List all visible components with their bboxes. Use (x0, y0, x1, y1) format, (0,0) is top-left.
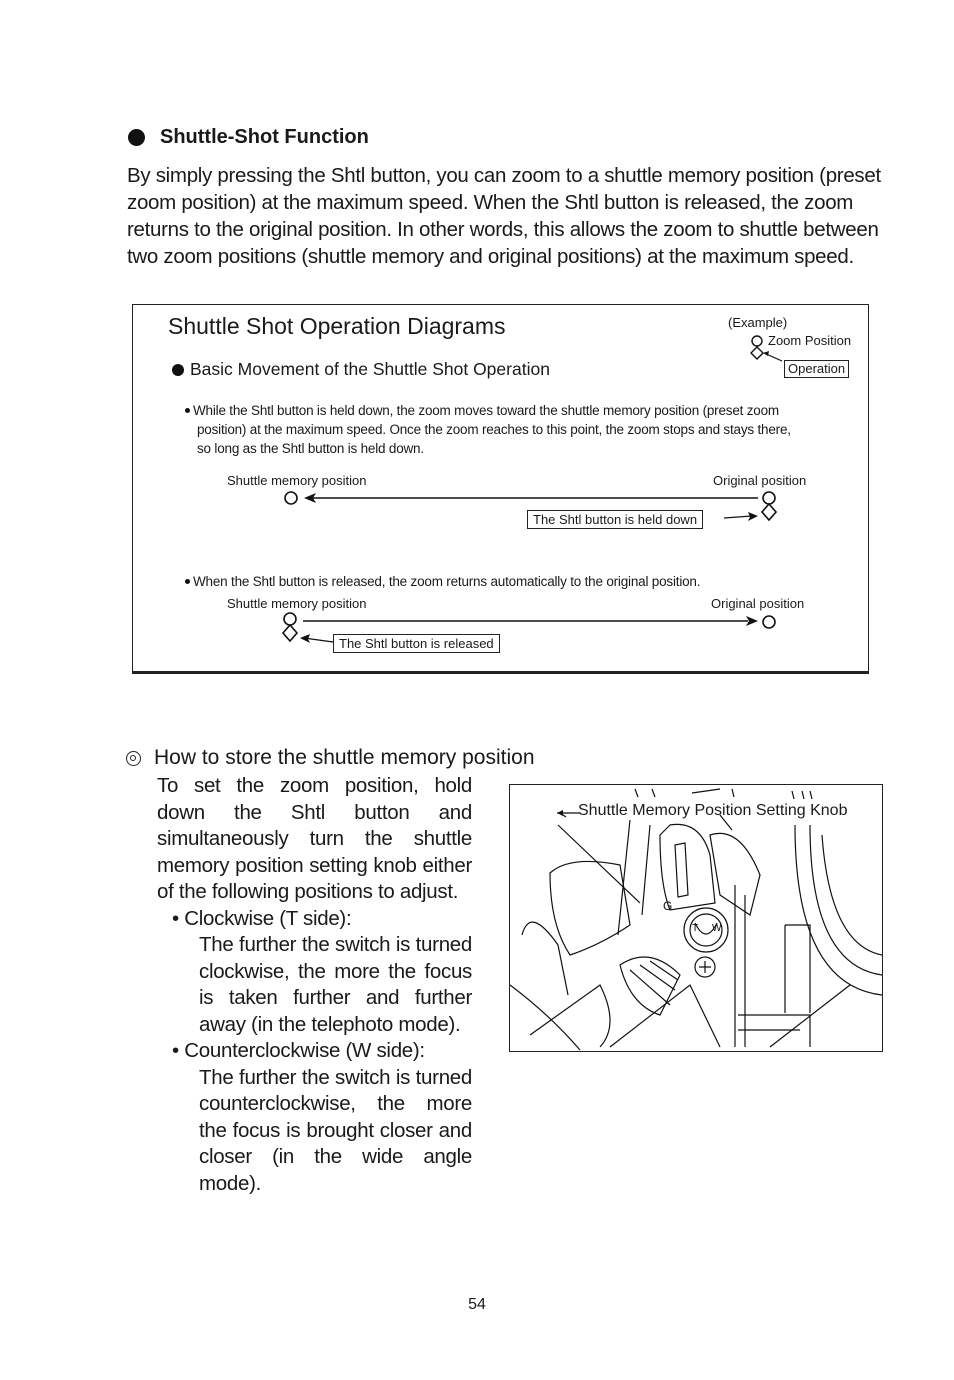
page-number: 54 (468, 1296, 486, 1313)
released-note (185, 572, 861, 591)
counterclockwise-label: • Counterclockwise (W side): (172, 1039, 425, 1062)
example-label: (Example) (728, 315, 788, 330)
held-note-line3: so long as the Shtl button is held down. (197, 441, 424, 456)
operation-box: Operation (784, 360, 849, 378)
clockwise-desc: The further the switch is turned clockwise, the more the focus is taken further and further away (in the telephoto mode). (199, 933, 472, 1036)
double-circle-icon (126, 751, 141, 766)
camera-drawing (510, 785, 883, 1052)
clockwise-label: • Clockwise (T side): (172, 906, 352, 930)
t-mark: T (692, 923, 699, 934)
held-left-label: Shuttle memory position (227, 473, 367, 488)
bullet-icon (185, 579, 190, 584)
w-mark: W (712, 923, 722, 934)
bullet-icon (185, 408, 190, 413)
knob-label: Shuttle Memory Position Setting Knob (578, 802, 848, 819)
zoom-position-label: Zoom Position (768, 333, 852, 348)
g-mark: G (663, 899, 673, 913)
diagram-subtitle (172, 359, 550, 380)
diagram-title: Shuttle Shot Operation Diagrams (168, 313, 506, 339)
store-intro: To set the zoom position, hold down the Shtl button and simultaneously turn the shuttle memory position setting knob either of the following positions to adjust. (157, 774, 472, 903)
released-left-label: Shuttle memory position (227, 596, 367, 611)
store-instructions (157, 773, 502, 1197)
bullet-icon (128, 129, 145, 146)
intro-paragraph: By simply pressing the Shtl button, you can zoom to a shuttle memory position (preset zoom position) at the maximum speed. When the Shtl button is released, the zoom returns to the original position. In other words, this allows the zoom to shuttle between two zoom positions (shuttle memory and original positions) at the maximum speed. (127, 164, 881, 268)
held-button-box: The Shtl button is held down (527, 510, 703, 529)
section-heading (128, 126, 369, 149)
knob-illustration (509, 784, 883, 1052)
released-button-box: The Shtl button is released (333, 634, 500, 653)
released-right-label: Original position (711, 596, 805, 611)
held-right-label: Original position (713, 473, 807, 488)
store-heading (126, 746, 535, 770)
counterclockwise-desc: The further the switch is turned counterclockwise, the more the focus is brought closer and closer (in the wide angle mode). (199, 1065, 472, 1195)
store-heading-text: How to store the shuttle memory position (154, 746, 535, 769)
held-note-line2: position) at the maximum speed. Once the zoom reaches to this point, the zoom stops and stays there, (197, 422, 791, 437)
diagram-subtitle-text: Basic Movement of the Shuttle Shot Operation (190, 359, 550, 379)
bullet-icon (172, 364, 184, 376)
released-note-text: When the Shtl button is released, the zoom returns automatically to the original position. (193, 574, 701, 589)
held-note (185, 401, 861, 458)
section-title: Shuttle-Shot Function (160, 126, 369, 148)
held-note-line1: While the Shtl button is held down, the zoom moves toward the shuttle memory position (preset zoom (193, 403, 779, 418)
